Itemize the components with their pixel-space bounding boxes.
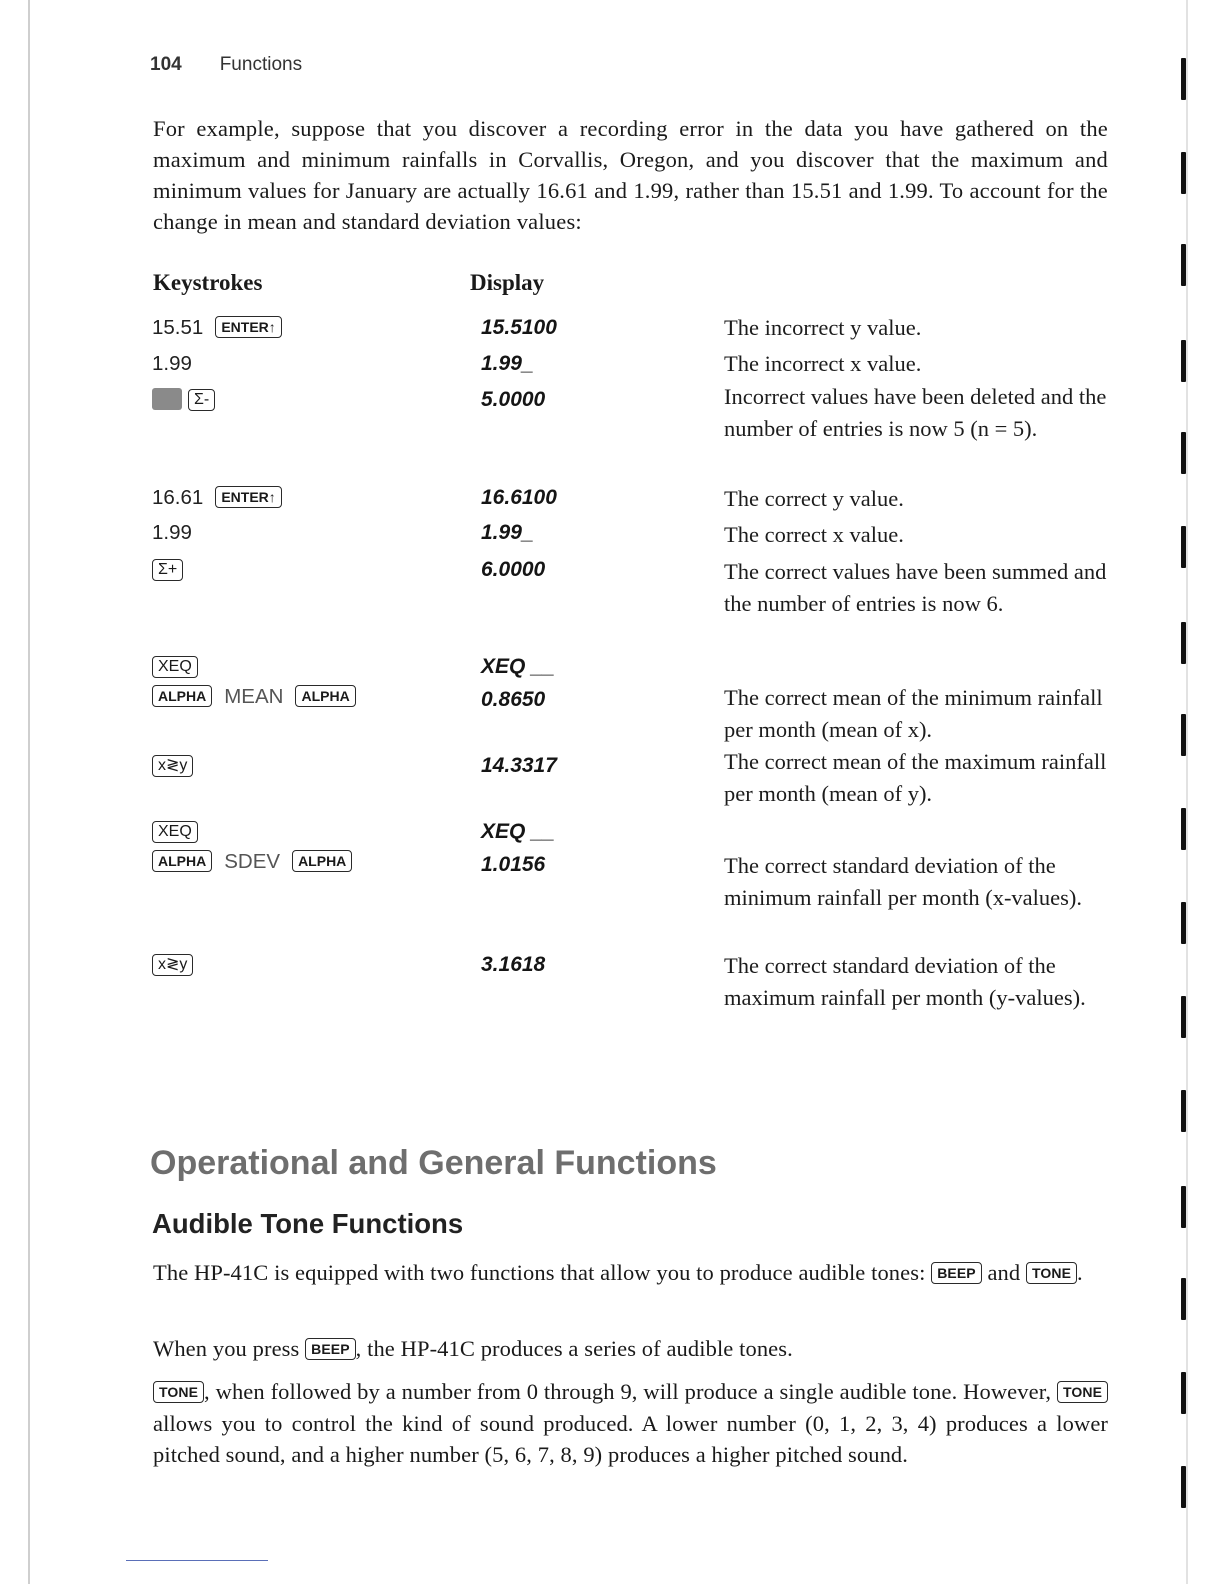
xeq-key: XEQ [152,656,198,678]
display-value: 3.1618 [481,953,546,976]
row-note: The incorrect y value. [724,315,922,340]
paragraph-beep [153,1333,1108,1365]
binder-mark [1181,1090,1186,1132]
display-value: 14.3317 [481,754,557,777]
display-heading: Display [470,270,545,295]
section-title: Operational and General Functions [150,1144,717,1182]
scan-edge-left [28,0,30,1584]
row-note: The correct standard deviation of the maximum rainfall per month (y-values). [724,953,1086,1010]
alpha-key: ALPHA [292,850,352,872]
row-note: The correct mean of the maximum rainfall per month (mean of y). [724,749,1107,806]
display-value: 5.0000 [481,388,546,411]
paragraph-text: . [1077,1260,1083,1285]
xeq-key: XEQ [152,821,198,843]
row-note: The correct values have been summed and the number of entries is now 6. [724,559,1107,616]
x-exchange-y-key: x≷y [152,755,193,777]
keystroke-row [152,387,215,413]
paragraph-text: and [987,1260,1021,1285]
display-value: 1.0156 [481,853,546,876]
binder-mark [1181,1372,1186,1414]
paragraph-text: , the HP-41C produces a series of audible tones. [355,1336,793,1361]
binder-mark [1181,808,1186,850]
scan-edge-right [1186,0,1188,1584]
keystroke-row [152,351,192,377]
row-note: The correct y value. [724,486,904,511]
enter-key: ENTER↑ [215,316,281,338]
key-entry-value: 1.99 [152,521,192,544]
display-value: XEQ __ [481,655,555,678]
binder-mark [1181,1278,1186,1320]
beep-key: BEEP [305,1338,356,1360]
paragraph-text: allows you to control the kind of sound produced. A lower number (0, 1, 2, 3, 4) produces a lower pitched sound, and a higher number (5, 6, 7, 8, 9) produces a higher pitched sound. [153,1410,1108,1467]
binder-mark [1181,152,1186,194]
binder-mark [1181,58,1186,100]
key-entry-value: 16.61 [152,486,204,509]
alpha-key: ALPHA [152,850,212,872]
row-note: The incorrect x value. [724,351,922,376]
keystroke-row [152,952,193,978]
binder-mark [1181,622,1186,664]
display-value: 1.99_ [481,352,534,375]
binder-mark [1181,902,1186,944]
paragraph-text: When you press [153,1336,300,1361]
keystroke-row [152,849,352,875]
x-exchange-y-key: x≷y [152,954,193,976]
intro-paragraph: For example, suppose that you discover a recording error in the data you have gathered on the maximum and minimum rainfalls in Corvallis, Oregon, and you discover that the maximum and minimum values for January are actually 16.61 and 1.99, rather than 15.51 and 1.99. To account for the change in mean and standard deviation values: [153,116,1108,234]
row-note: The correct mean of the minimum rainfall per month (mean of x). [724,685,1103,742]
keystroke-row [152,557,183,583]
row-note: The correct standard deviation of the minimum rainfall per month (x-values). [724,853,1083,910]
display-value: 0.8650 [481,688,546,711]
display-value: 1.99_ [481,521,534,544]
keystroke-row [152,315,282,341]
display-value: 15.5100 [481,316,557,339]
binder-mark [1181,1466,1186,1508]
tone-key: TONE [1057,1381,1108,1403]
keystroke-row [152,485,282,511]
binder-mark [1181,432,1186,474]
binder-mark [1181,526,1186,568]
footer-rule [126,1560,268,1561]
key-entry-value: 1.99 [152,352,192,375]
beep-key: BEEP [931,1262,982,1284]
key-entry-value: 15.51 [152,316,204,339]
keystroke-row [152,819,198,845]
tone-key: TONE [1026,1262,1077,1284]
keystroke-row [152,520,192,546]
keystroke-row [152,753,193,779]
display-value: 6.0000 [481,558,546,581]
binder-mark [1181,996,1186,1038]
paragraph-tone [153,1376,1108,1471]
alpha-key: ALPHA [295,685,355,707]
binder-mark [1181,244,1186,286]
subsection-title: Audible Tone Functions [152,1208,464,1239]
binder-mark [1181,340,1186,382]
keystroke-row [152,654,198,680]
tone-key: TONE [153,1381,204,1403]
page-number: 104 [150,54,182,75]
sigma-minus-key: Σ- [188,389,215,411]
display-value: XEQ __ [481,820,555,843]
binder-mark [1181,1186,1186,1228]
alpha-program-name: MEAN [224,685,284,708]
paragraph-text: , when followed by a number from 0 through 9, will produce a single audible tone. However, [204,1379,1052,1404]
keystroke-row [152,684,356,710]
alpha-key: ALPHA [152,685,212,707]
row-note: The correct x value. [724,522,904,547]
paragraph-text: The HP-41C is equipped with two functions that allow you to produce audible tones: [153,1260,926,1285]
shift-key-icon [152,388,182,410]
alpha-program-name: SDEV [224,850,281,873]
page-header [150,54,302,76]
display-value: 16.6100 [481,486,557,509]
keystrokes-heading: Keystrokes [153,270,263,295]
section-name: Functions [219,54,303,75]
paragraph-tones-intro [153,1257,1108,1289]
sigma-plus-key: Σ+ [152,559,183,581]
binder-mark [1181,714,1186,756]
row-note: Incorrect values have been deleted and the number of entries is now 5 (n = 5). [724,384,1107,441]
enter-key: ENTER↑ [215,486,281,508]
